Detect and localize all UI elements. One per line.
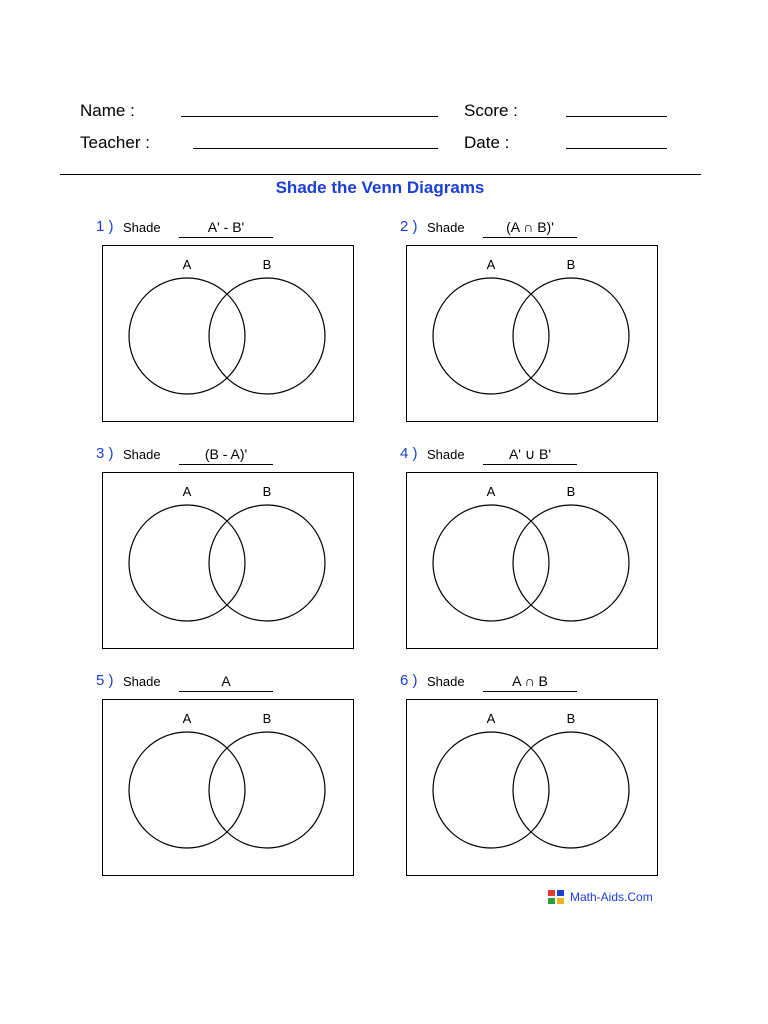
name-blank-line[interactable] [181,116,438,117]
set-expression: A ∩ B [483,672,577,692]
set-expression: A [179,672,273,692]
set-a-circle[interactable] [433,278,549,394]
set-a-label: A [486,484,496,499]
set-a-circle[interactable] [129,278,245,394]
shade-label: Shade [427,447,465,462]
problem-6 [402,672,662,898]
venn-diagram[interactable] [406,472,658,650]
universal-set-box [103,473,354,649]
set-expression: A' ∪ B' [483,445,577,465]
set-b-circle[interactable] [209,732,325,848]
set-a-circle[interactable] [433,732,549,848]
set-a-circle[interactable] [129,505,245,621]
universal-set-box [407,473,658,649]
shade-label: Shade [123,674,161,689]
score-blank-line[interactable] [566,116,667,117]
set-b-label: B [566,257,576,272]
set-expression: (A ∩ B)' [483,218,577,238]
universal-set-box [407,246,658,422]
date-label: Date : [464,133,510,152]
universal-set-box [407,700,658,876]
set-a-label: A [182,711,192,726]
set-b-label: B [566,484,576,499]
teacher-label: Teacher : [80,133,150,152]
problem-number: 6 ) [400,672,418,689]
shade-label: Shade [427,674,465,689]
set-b-label: B [262,484,272,499]
footer-brand-text: Math-Aids.Com [570,889,653,904]
score-label: Score : [464,101,518,120]
set-a-label: A [182,484,192,499]
universal-set-box [103,246,354,422]
problem-4 [402,445,662,671]
name-label: Name : [80,101,135,120]
set-b-circle[interactable] [513,278,629,394]
problem-5 [98,672,358,898]
set-b-circle[interactable] [513,732,629,848]
problem-number: 4 ) [400,445,418,462]
problem-number: 2 ) [400,218,418,235]
math-aids-logo-icon [548,890,564,904]
shade-label: Shade [123,220,161,235]
set-a-circle[interactable] [129,732,245,848]
set-a-label: A [486,257,496,272]
venn-diagram[interactable] [102,472,354,650]
set-expression: (B - A)' [179,445,273,465]
set-expression: A' - B' [179,218,273,238]
set-b-label: B [262,257,272,272]
footer-brand [548,888,653,905]
header-divider [60,174,701,175]
venn-diagram[interactable] [406,699,658,877]
venn-diagram[interactable] [406,245,658,423]
venn-diagram[interactable] [102,245,354,423]
universal-set-box [103,700,354,876]
problem-2 [402,218,662,444]
problem-3 [98,445,358,671]
problem-number: 1 ) [96,218,114,235]
set-b-circle[interactable] [513,505,629,621]
problem-number: 3 ) [96,445,114,462]
set-b-label: B [262,711,272,726]
venn-diagram[interactable] [102,699,354,877]
set-a-label: A [486,711,496,726]
set-b-label: B [566,711,576,726]
set-a-circle[interactable] [433,505,549,621]
worksheet-title: Shade the Venn Diagrams [275,178,485,197]
shade-label: Shade [123,447,161,462]
set-a-label: A [182,257,192,272]
set-b-circle[interactable] [209,278,325,394]
problem-number: 5 ) [96,672,114,689]
teacher-blank-line[interactable] [193,148,438,149]
set-b-circle[interactable] [209,505,325,621]
date-blank-line[interactable] [566,148,667,149]
problem-1 [98,218,358,444]
shade-label: Shade [427,220,465,235]
